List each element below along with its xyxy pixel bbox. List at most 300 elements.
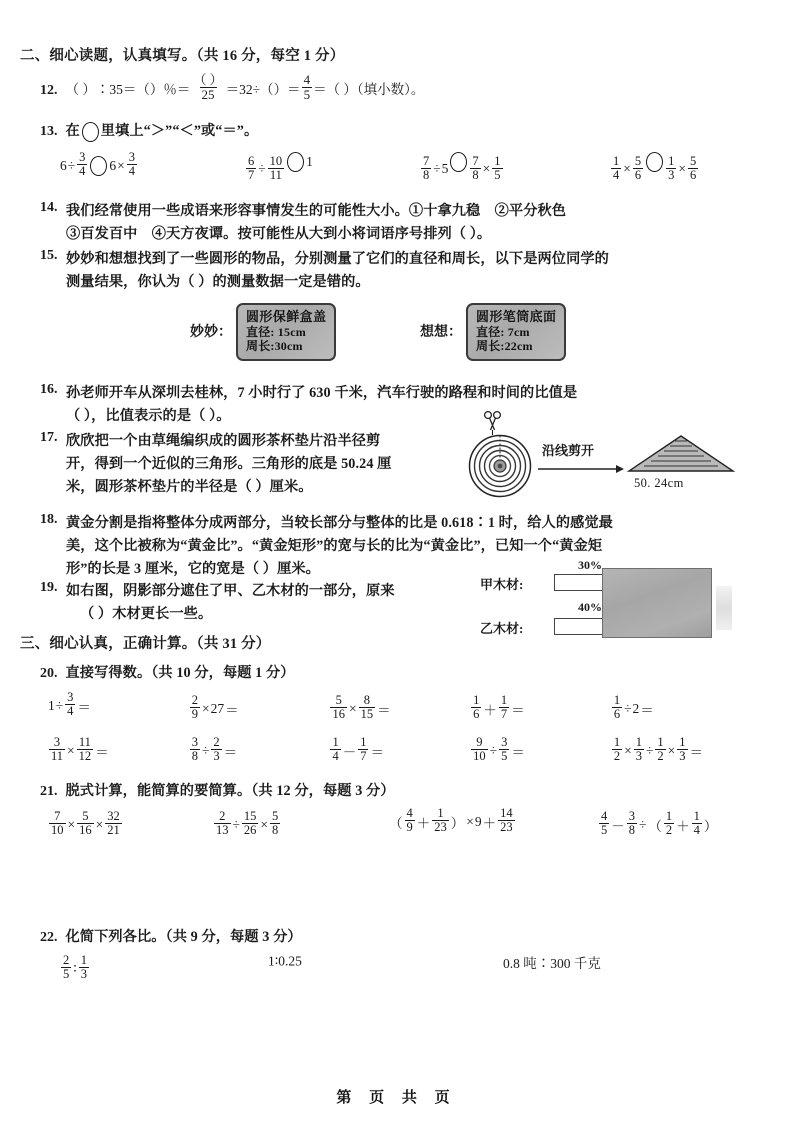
q21-heading: 脱式计算，能简算的要简算。（共 12 分，每题 3 分）	[65, 783, 395, 799]
q19-scan-artifact	[716, 586, 732, 630]
q12-fraction-numerator[interactable]: （ ）	[193, 72, 223, 87]
fraction-numerator: 2	[219, 809, 226, 823]
q15-line-1: 妙妙和想想找到了一些圆形的物品，分别测量了它们的直径和周长，以下是两位同学的	[66, 251, 609, 267]
q19-percent-b: 40%	[578, 600, 602, 614]
q13-right-expression	[469, 153, 503, 183]
q15-line-2[interactable]: 测量结果，你认为（ ）的测量数据一定是错的。	[66, 274, 370, 290]
math-number: 5	[441, 161, 449, 177]
math-operator: －	[611, 818, 625, 834]
math-operator: ＝	[77, 699, 91, 715]
fraction-numerator: 1	[668, 153, 675, 168]
q20-expression	[329, 737, 385, 764]
fraction-numerator: 3	[628, 809, 635, 823]
math-operator: ÷	[624, 700, 632, 716]
triangle-shape	[626, 434, 736, 476]
fraction	[655, 736, 665, 763]
q22-heading: 化简下列各比。（共 9 分，每题 3 分）	[65, 929, 302, 945]
q19-percent-a: 30%	[578, 558, 602, 572]
q20-expression	[470, 737, 526, 764]
math-operator: ÷	[646, 742, 654, 758]
fraction	[499, 736, 509, 763]
fraction-denominator: 8	[423, 167, 430, 182]
q12-part-2[interactable]: ）％＝	[149, 82, 191, 98]
question-19-number: 19.	[40, 580, 58, 595]
fraction-numerator: 5	[272, 809, 279, 823]
fraction-numerator: 1	[360, 735, 367, 749]
fraction-numerator: 4	[601, 809, 608, 823]
fraction-numerator: 3	[501, 735, 508, 749]
fraction	[471, 694, 481, 721]
q12-fraction-blank-over-25[interactable]	[191, 73, 224, 101]
math-operator: ＋	[416, 815, 431, 831]
math-operator: ×	[624, 742, 632, 758]
fraction-denominator: 12	[78, 749, 92, 763]
q22-ratio-text: 1∶0.25	[268, 953, 302, 969]
q20-expression	[189, 695, 240, 722]
math-operator: ×	[95, 816, 104, 832]
fraction-numerator: 2	[63, 953, 70, 967]
math-operator: ×	[348, 700, 357, 716]
fraction-denominator: 4	[332, 749, 339, 763]
fraction	[77, 810, 94, 837]
fraction-numerator: 5	[634, 153, 642, 168]
q21-expressions-row	[48, 808, 788, 838]
fraction-denominator: 9	[191, 707, 198, 721]
fraction-denominator: 11	[51, 749, 64, 763]
q20-problem[interactable]	[611, 734, 788, 764]
fraction-numerator: 15	[243, 809, 257, 823]
question-18-number: 18.	[40, 512, 58, 527]
fraction-numerator: 5	[335, 693, 342, 707]
question-21-number: 21.	[40, 784, 58, 799]
q21-expression	[48, 811, 123, 838]
fraction-denominator: 4	[79, 164, 86, 178]
fraction-denominator: 16	[79, 823, 92, 837]
math-number: 6	[60, 157, 67, 173]
fraction	[627, 810, 637, 837]
q17-line-3[interactable]: 米，圆形茶杯垫片的半径是（ ）厘米。	[66, 479, 313, 495]
q15-card-1-title: 圆形保鲜盒盖	[246, 309, 327, 324]
fraction-numerator: 5	[690, 153, 697, 168]
q19-diagram	[480, 560, 730, 642]
fraction-numerator: 2	[213, 735, 220, 749]
math-operator: ＝	[511, 744, 525, 760]
fraction-denominator: 26	[243, 823, 257, 837]
fraction-numerator: 1	[500, 693, 508, 707]
fraction-numerator: 1	[635, 735, 642, 749]
q21-expression	[598, 811, 718, 838]
q22-ratio-expression	[60, 955, 90, 982]
math-operator: ＝	[640, 702, 654, 718]
q20-problem[interactable]	[189, 692, 330, 722]
fraction-denominator: 16	[332, 707, 345, 721]
fraction	[79, 954, 89, 981]
q12-f2-denominator: 5	[303, 86, 311, 102]
fraction	[246, 155, 256, 182]
q20-problem[interactable]	[189, 734, 330, 764]
fraction	[330, 736, 340, 763]
fraction	[688, 155, 698, 182]
q21-problem[interactable]	[388, 808, 598, 838]
math-operator: ）	[703, 818, 718, 834]
fraction-numerator: 1	[80, 953, 88, 967]
math-operator: ×	[117, 157, 125, 173]
q15-card-1-owner: 妙妙：	[190, 325, 232, 340]
math-operator: （	[389, 815, 403, 831]
q13-comparison-item	[420, 152, 610, 183]
fraction-numerator: 1	[332, 735, 339, 749]
q20-expression	[48, 692, 92, 719]
fraction-numerator: 1	[679, 735, 686, 749]
math-operator: ×	[67, 742, 75, 758]
fraction-numerator: 2	[191, 693, 198, 707]
fraction-numerator: 3	[53, 735, 61, 749]
q20-expression	[611, 737, 704, 764]
q12-fraction-denominator: 25	[201, 86, 215, 102]
fraction-denominator: 9	[406, 820, 413, 834]
q20-expression	[470, 695, 526, 722]
fraction-denominator: 2	[665, 823, 673, 837]
question-17	[40, 430, 490, 499]
q18-line-3[interactable]: 形”的长是 3 厘米，它的宽是（ ）厘米。	[66, 561, 320, 577]
fraction	[77, 736, 94, 763]
q16-line-2[interactable]: （ ），比值表示的是（ ）。	[66, 408, 231, 424]
fraction	[612, 694, 622, 721]
fraction-denominator: 3	[213, 749, 220, 763]
q13-left-expression	[60, 152, 88, 179]
q15-card-2-title: 圆形笔筒底面	[476, 309, 557, 324]
q22-problem[interactable]	[503, 952, 753, 982]
q17-triangle-base-label: 50. 24cm	[634, 476, 684, 490]
q15-card-1-box	[236, 303, 336, 361]
math-operator: ＋	[676, 818, 690, 834]
q19-label-b: 乙木材:	[480, 621, 524, 636]
q19-line-1: 如右图，阴影部分遮住了甲、乙木材的一部分，原来	[66, 583, 395, 599]
fraction-numerator: 3	[79, 150, 86, 164]
fraction	[49, 810, 66, 837]
q22-problem[interactable]	[60, 952, 268, 982]
fraction-numerator: 14	[500, 806, 513, 820]
math-operator: ÷	[639, 816, 647, 832]
question-15-number: 15.	[40, 248, 58, 263]
fraction	[49, 736, 65, 763]
q13-right-expression	[665, 153, 699, 183]
fraction	[492, 155, 502, 182]
comparison-circle-blank[interactable]	[646, 152, 663, 172]
fraction-denominator: 6	[613, 707, 621, 721]
fraction-denominator: 8	[472, 167, 479, 182]
fraction-denominator: 10	[473, 749, 486, 763]
math-number: 27	[210, 700, 225, 716]
math-operator: ×	[201, 700, 210, 716]
q13-right-expression	[306, 154, 313, 170]
q14-line-2[interactable]: ③百发百中 ④天方夜谭。按可能性从大到小将词语序号排列（ ）。	[66, 226, 492, 242]
question-12	[40, 74, 780, 102]
fraction-denominator: 2	[613, 749, 621, 763]
q20-problem[interactable]	[48, 734, 189, 764]
q20-problem[interactable]	[329, 692, 470, 722]
math-operator: ＝	[689, 744, 704, 760]
fraction	[664, 810, 674, 837]
math-operator: ÷	[55, 697, 64, 713]
question-20	[40, 662, 295, 685]
fraction	[471, 736, 488, 763]
fraction-numerator: 3	[67, 690, 74, 704]
q21-problem[interactable]	[598, 808, 788, 838]
fraction-numerator: 6	[248, 153, 255, 168]
q12-f2-numerator: 4	[303, 72, 311, 87]
fraction	[692, 810, 702, 837]
math-operator: ＋	[482, 815, 497, 831]
q15-card-1-diameter: 直径: 15cm	[246, 324, 306, 339]
fraction-numerator: 1	[693, 809, 700, 823]
q14-line-1: 我们经常使用一些成语来形容事情发生的可能性大小。①十拿九稳 ②平分秋色	[66, 203, 567, 219]
fraction	[190, 736, 200, 763]
math-operator: ）	[450, 815, 465, 831]
fraction-denominator: 3	[635, 749, 642, 763]
q12-part-1[interactable]: （ ）∶35＝（	[65, 82, 150, 98]
q15-card-2-diameter: 直径: 7cm	[476, 324, 530, 339]
q18-line-2: 美，这个比被称为“黄金比”。“黄金矩形”的宽与长的比为“黄金比”，已知一个“黄金矩	[66, 538, 603, 554]
fraction-denominator: 5	[601, 823, 608, 837]
fraction-denominator: 4	[613, 167, 620, 182]
fraction	[211, 736, 221, 763]
fraction	[214, 810, 231, 837]
question-15	[40, 248, 785, 294]
q17-line-2: 开，得到一个近似的三角形。三角形的底是 50.24 厘	[66, 456, 392, 472]
q13-left-expression	[610, 153, 644, 183]
q21-problem[interactable]	[48, 808, 213, 838]
math-operator: ×	[482, 161, 491, 177]
section-3-heading: 三、细心认真，正确计算。（共 31 分）	[20, 636, 271, 652]
fraction-numerator: 7	[54, 809, 61, 823]
comparison-circle-blank[interactable]	[287, 152, 304, 172]
question-22-number: 22.	[40, 930, 58, 945]
q13-left-expression	[420, 153, 449, 183]
comparison-circle-blank[interactable]	[90, 156, 107, 176]
q20-problem[interactable]	[470, 692, 611, 722]
fraction-numerator: 7	[472, 153, 479, 168]
fraction	[190, 694, 200, 721]
fraction-denominator: 4	[693, 823, 700, 837]
math-operator: ÷	[433, 161, 441, 177]
q16-line-1: 孙老师开车从深圳去桂林，7 小时行了 630 千米，汽车行驶的路程和时间的比值是	[66, 385, 578, 401]
fraction-numerator: 5	[82, 809, 89, 823]
q20-expression	[48, 737, 110, 764]
math-operator: ＝	[370, 744, 384, 760]
fraction	[470, 155, 480, 182]
math-operator: ÷	[67, 157, 76, 173]
q20-problem[interactable]	[611, 692, 788, 722]
q13-circle-blank-icon[interactable]	[82, 122, 99, 142]
fraction-denominator: 2	[657, 749, 664, 763]
fraction	[330, 694, 347, 721]
fraction-denominator: 8	[191, 749, 198, 763]
fraction-denominator: 23	[434, 820, 447, 834]
fraction-numerator: 3	[128, 150, 136, 164]
math-operator: ×	[667, 742, 676, 758]
q20-problem[interactable]	[48, 692, 189, 722]
fraction	[359, 694, 376, 721]
fraction	[242, 810, 259, 837]
fraction-numerator: 3	[191, 735, 198, 749]
q13-text-post: 里填上“＞”“＜”或“＝”。	[100, 123, 259, 139]
q15-card-1-circumference: 周长:30cm	[246, 339, 303, 354]
fraction	[498, 807, 515, 834]
q20-problem[interactable]	[470, 734, 611, 764]
fraction	[611, 155, 621, 182]
fraction-numerator: 1	[437, 806, 444, 820]
fraction-denominator: 5	[501, 749, 508, 763]
q13-comparison-item	[60, 152, 245, 183]
q20-row-2	[48, 734, 788, 764]
question-22	[40, 926, 302, 949]
math-number: 9	[474, 813, 482, 829]
fraction	[666, 155, 676, 182]
fraction-denominator: 8	[628, 823, 635, 837]
fraction-numerator: 7	[423, 153, 430, 168]
fraction-denominator: 6	[473, 707, 480, 721]
fraction-numerator: 1	[613, 735, 621, 749]
q22-ratios-row	[60, 952, 793, 982]
question-17-number: 17.	[40, 430, 58, 445]
q19-line-2[interactable]: （ ）木材更长一些。	[80, 606, 213, 622]
math-operator: ×	[260, 816, 269, 832]
q13-text-pre: 在	[65, 123, 80, 139]
fraction-numerator: 4	[406, 806, 413, 820]
q20-problem[interactable]	[329, 734, 470, 764]
math-operator: ＝	[377, 702, 391, 718]
math-number: 2	[632, 700, 640, 716]
q17-line-1: 欣欣把一个由草绳编织成的圆形茶杯垫片沿半径剪	[66, 433, 381, 449]
question-14	[40, 200, 785, 246]
fraction	[65, 691, 75, 718]
question-20-number: 20.	[40, 666, 58, 681]
q20-expression	[189, 737, 238, 764]
q12-part-5[interactable]: ＝（ ）（填小数）。	[313, 82, 425, 98]
math-operator: ＝	[223, 744, 238, 760]
q18-line-1: 黄金分割是指将整体分成两部分，当较长部分与整体的比是 0.618∶1 时，给人的感觉最	[66, 515, 613, 531]
math-operator: ×	[623, 161, 631, 177]
question-14-number: 14.	[40, 200, 58, 215]
fraction-denominator: 8	[272, 823, 279, 837]
q19-shaded-cover	[602, 568, 712, 638]
fraction-numerator: 8	[363, 693, 370, 707]
q21-expression	[213, 811, 281, 838]
comparison-circle-blank[interactable]	[450, 152, 467, 172]
math-operator: ×	[466, 813, 474, 829]
q20-expression	[611, 695, 655, 722]
fraction-numerator: 1	[613, 693, 621, 707]
fraction	[61, 954, 71, 981]
section-2-heading: 二、细心读题，认真填写。（共 16 分，每空 1 分）	[20, 48, 345, 64]
q21-expression	[388, 808, 516, 835]
q12-part-3[interactable]: ＝32÷（	[225, 82, 274, 98]
fraction-denominator: 11	[269, 167, 282, 182]
fraction-denominator: 7	[360, 749, 367, 763]
q12-part-4[interactable]: ）＝	[273, 82, 301, 98]
fraction-numerator: 11	[78, 735, 91, 749]
scissors-icon	[480, 410, 506, 436]
fraction-numerator: 10	[269, 153, 283, 168]
fraction	[268, 155, 285, 182]
fraction	[499, 694, 509, 721]
fraction-numerator: 1	[665, 809, 673, 823]
q15-card-miaomiao	[190, 303, 336, 361]
fraction	[677, 736, 687, 763]
math-number: 6	[109, 157, 117, 173]
fraction-numerator: 32	[107, 809, 120, 823]
fraction	[612, 736, 622, 763]
fraction	[77, 151, 87, 178]
math-operator: ÷	[489, 742, 498, 758]
q13-left-expression	[245, 153, 285, 183]
question-13-number: 13.	[40, 124, 58, 139]
fraction-denominator: 6	[634, 167, 642, 182]
fraction-denominator: 5	[494, 167, 501, 182]
fraction	[358, 736, 368, 763]
fraction-numerator: 9	[476, 735, 483, 749]
q20-expression	[329, 695, 391, 722]
q13-comparison-item	[245, 152, 420, 183]
fraction-denominator: 7	[248, 167, 255, 182]
math-operator: ÷	[201, 742, 210, 758]
fraction-denominator: 3	[80, 967, 88, 981]
fraction	[270, 810, 280, 837]
fraction-denominator: 6	[690, 167, 697, 182]
fraction-numerator: 1	[657, 735, 664, 749]
math-operator: ＝	[95, 744, 109, 760]
math-number: 1	[306, 153, 313, 169]
q17-cut-label: 沿线剪开	[542, 443, 595, 458]
q17-diagram	[468, 412, 718, 507]
math-operator: ×	[678, 161, 686, 177]
fraction-numerator: 1	[473, 693, 480, 707]
fraction	[421, 155, 431, 182]
fraction-numerator: 1	[613, 153, 620, 168]
page-footer: 第 页 共 页	[336, 1090, 457, 1106]
q15-card-2-owner: 想想：	[420, 325, 462, 340]
fraction	[127, 151, 137, 178]
math-operator: ∶	[73, 960, 77, 976]
math-operator: －	[342, 744, 357, 760]
math-operator: ＝	[511, 702, 525, 718]
math-operator: ÷	[258, 161, 266, 177]
question-12-number: 12.	[40, 83, 58, 99]
q22-problem[interactable]	[268, 952, 503, 982]
fraction	[599, 810, 609, 837]
fraction	[432, 807, 449, 834]
math-operator: ÷	[232, 816, 240, 832]
math-operator: （	[648, 818, 662, 834]
math-operator: ＋	[483, 702, 497, 718]
q13-comparison-item	[610, 152, 780, 183]
math-number: 1	[48, 697, 55, 713]
q20-heading: 直接写得数。（共 10 分，每题 1 分）	[65, 665, 295, 681]
q19-label-a: 甲木材:	[480, 577, 524, 592]
q15-card-2-box	[466, 303, 566, 361]
fraction	[634, 736, 644, 763]
fraction-denominator: 13	[216, 823, 229, 837]
q21-problem[interactable]	[213, 808, 388, 838]
fraction-denominator: 4	[67, 704, 74, 718]
fraction	[405, 807, 415, 834]
question-19	[40, 580, 480, 626]
math-operator: ＝	[225, 702, 239, 718]
arrow-right-icon	[538, 462, 624, 476]
q15-card-xiangxiang	[420, 303, 566, 361]
fraction-denominator: 15	[360, 707, 374, 721]
